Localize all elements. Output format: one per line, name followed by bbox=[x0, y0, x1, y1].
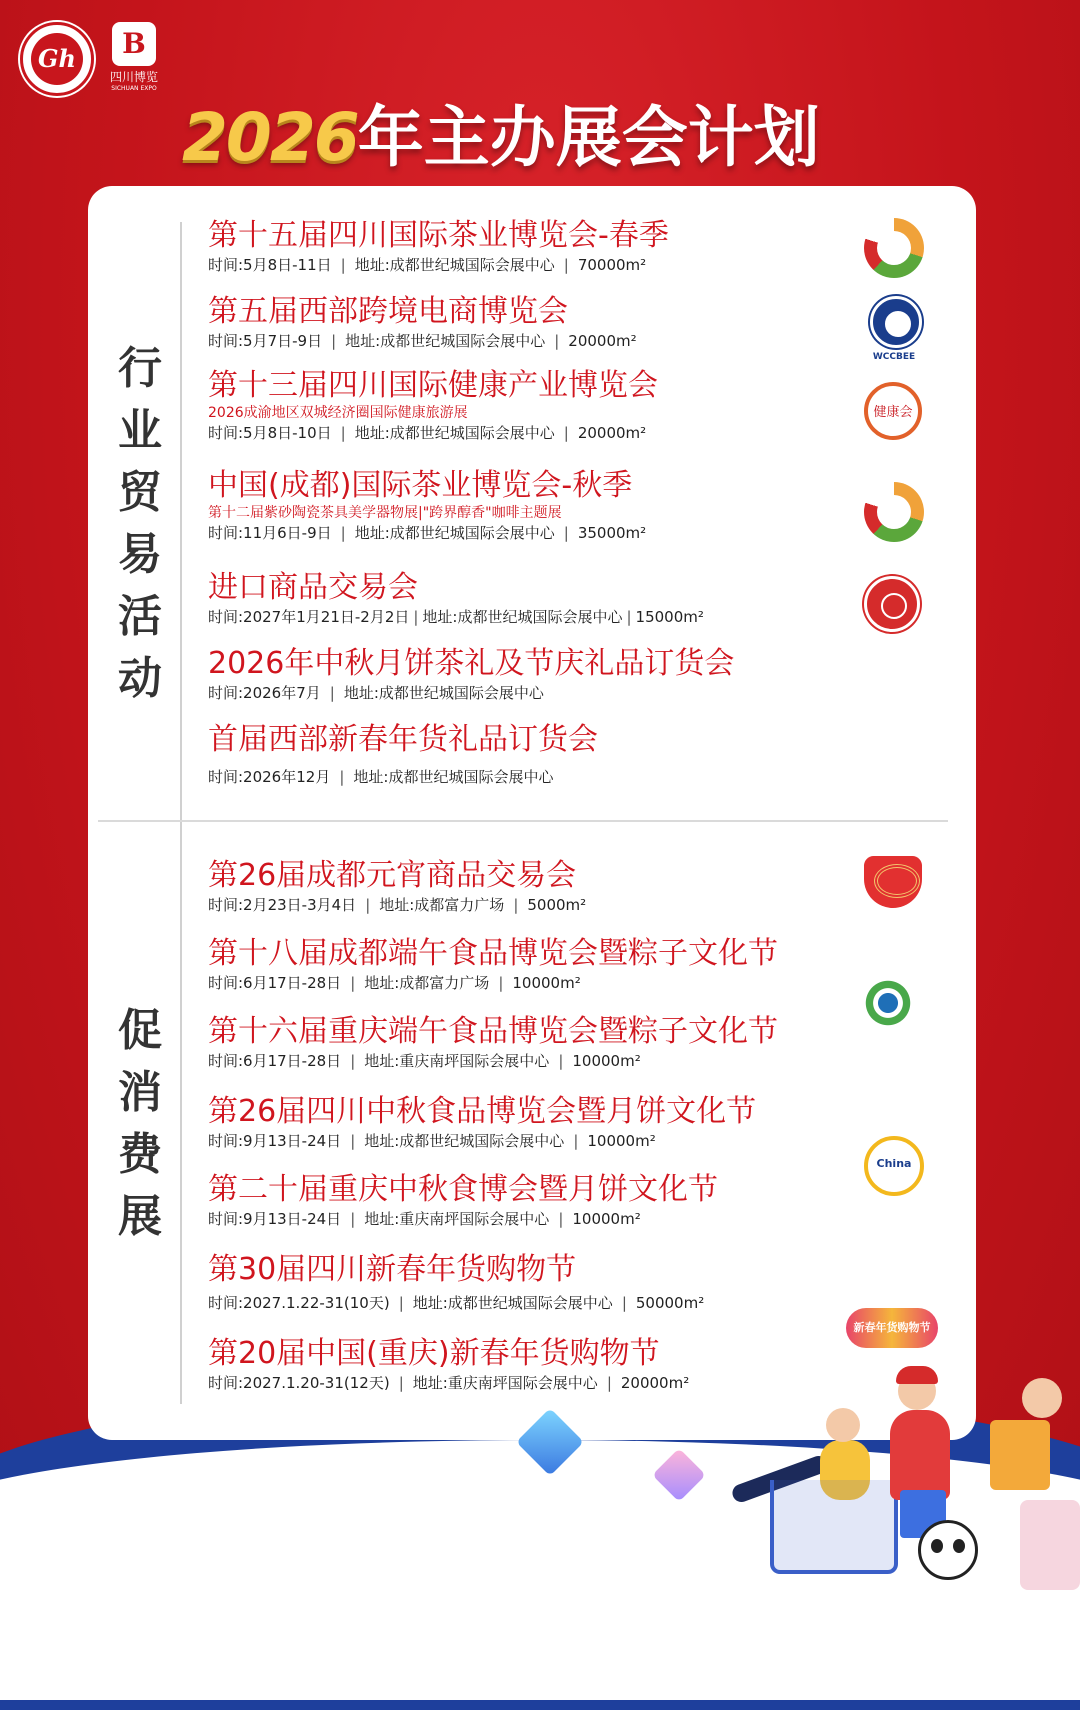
event-info: 时间:5月8日-11日 | 地址:成都世纪城国际会展中心 | 70000m² bbox=[208, 256, 647, 274]
section-label-trade: 行 业 贸 易 活 动 bbox=[118, 343, 162, 704]
event-address: 地址:成都世纪城国际会展中心 bbox=[412, 1294, 613, 1312]
event-info: 时间:2027.1.22-31(10天) | 地址:成都世纪城国际会展中心 | 50000m² bbox=[208, 1294, 705, 1312]
event-item bbox=[208, 468, 848, 544]
courier-illustration bbox=[890, 1410, 950, 1500]
event-subtitle: 第十二届紫砂陶瓷茶具美学器物展|"跨界醇香"咖啡主题展 bbox=[208, 505, 562, 521]
event-item bbox=[208, 936, 848, 994]
event-time: 时间:2027.1.22-31(10天) bbox=[208, 1294, 390, 1312]
event-title: 第二十届重庆中秋食博会暨月饼文化节 bbox=[208, 1172, 718, 1207]
panda-icon bbox=[918, 1520, 978, 1580]
event-address: 地址:成都世纪城国际会展中心 bbox=[353, 768, 554, 786]
sichuan-expo-logo bbox=[104, 22, 164, 92]
event-title: 第十三届四川国际健康产业博览会 bbox=[208, 368, 658, 403]
event-address: 地址:成都世纪城国际会展中心 bbox=[343, 684, 544, 702]
event-area: 20000m² bbox=[568, 332, 637, 350]
event-area: 70000m² bbox=[577, 256, 647, 274]
event-item bbox=[208, 858, 848, 916]
event-time: 时间:2027年1月21日-2月2日 bbox=[208, 608, 410, 626]
event-time: 时间:5月8日-10日 bbox=[208, 424, 332, 442]
event-info: 时间:9月13日-24日 | 地址:重庆南坪国际会展中心 | 10000m² bbox=[208, 1210, 641, 1228]
organizer-logo-mark: Gh bbox=[31, 33, 83, 85]
event-info: 时间:9月13日-24日 | 地址:成都世纪城国际会展中心 | 10000m² bbox=[208, 1132, 656, 1150]
event-subtitle: 2026成渝地区双城经济圈国际健康旅游展 bbox=[208, 405, 468, 421]
china-mooncake-logo-icon bbox=[864, 1136, 924, 1196]
event-area: 50000m² bbox=[635, 1294, 705, 1312]
event-title: 第十八届成都端午食品博览会暨粽子文化节 bbox=[208, 936, 778, 971]
wccbee-logo-text: WCCBEE bbox=[872, 352, 916, 362]
event-info: 时间:2026年7月 | 地址:成都世纪城国际会展中心 bbox=[208, 684, 544, 702]
event-address: 地址:成都世纪城国际会展中心 bbox=[354, 424, 555, 442]
event-title: 首届西部新春年货礼品订货会 bbox=[208, 722, 598, 757]
event-area: 10000m² bbox=[512, 974, 581, 992]
section-divider bbox=[98, 820, 948, 822]
courier-hat-illustration bbox=[896, 1366, 938, 1384]
event-title: 中国(成都)国际茶业博览会-秋季 bbox=[208, 468, 633, 503]
event-title: 第26届成都元宵商品交易会 bbox=[208, 858, 577, 893]
event-address: 地址:成都世纪城国际会展中心 bbox=[354, 524, 555, 542]
event-info: 时间:5月8日-10日 | 地址:成都世纪城国际会展中心 | 20000m² bbox=[208, 424, 647, 442]
event-area: 10000m² bbox=[572, 1052, 641, 1070]
event-area: 5000m² bbox=[527, 896, 587, 914]
event-time: 时间:2026年7月 bbox=[208, 684, 321, 702]
event-address: 地址:重庆南坪国际会展中心 bbox=[412, 1374, 598, 1392]
sichuan-expo-logo-cn: 四川博览 bbox=[109, 70, 158, 84]
event-item bbox=[208, 1336, 848, 1394]
sichuan-expo-logo-mark: B bbox=[112, 22, 156, 66]
event-area: 15000m² bbox=[635, 608, 704, 626]
page-title bbox=[182, 84, 902, 174]
event-info: 时间:11月6日-9日 | 地址:成都世纪城国际会展中心 | 35000m² bbox=[208, 524, 647, 542]
event-info: 时间:2027.1.20-31(12天) | 地址:重庆南坪国际会展中心 | 20000m² bbox=[208, 1374, 690, 1392]
event-address: 地址:重庆南坪国际会展中心 bbox=[364, 1052, 550, 1070]
event-title: 第五届西部跨境电商博览会 bbox=[208, 294, 568, 329]
event-info: 时间:2月23日-3月4日 | 地址:成都富力广场 | 5000m² bbox=[208, 896, 587, 914]
event-title: 第十六届重庆端午食品博览会暨粽子文化节 bbox=[208, 1014, 778, 1049]
dragon-boat-logo-icon bbox=[864, 976, 924, 1036]
event-time: 时间:5月8日-11日 bbox=[208, 256, 332, 274]
event-info: 时间:2027年1月21日-2月2日 | 地址:成都世纪城国际会展中心 | 15000m² bbox=[208, 608, 704, 626]
vertical-divider bbox=[180, 222, 182, 1404]
event-title: 2026年中秋月饼茶礼及节庆礼品订货会 bbox=[208, 646, 735, 681]
event-address: 地址:成都富力广场 bbox=[379, 896, 505, 914]
event-address: 地址:重庆南坪国际会展中心 bbox=[364, 1210, 550, 1228]
event-item bbox=[208, 646, 848, 704]
event-title: 第26届四川中秋食品博览会暨月饼文化节 bbox=[208, 1094, 757, 1129]
event-info: 时间:6月17日-28日 | 地址:成都富力广场 | 10000m² bbox=[208, 974, 581, 992]
wccbee-globe-logo-icon bbox=[870, 296, 922, 348]
event-time: 时间:11月6日-9日 bbox=[208, 524, 332, 542]
event-item bbox=[208, 218, 848, 276]
shopping-cart-icon bbox=[770, 1480, 898, 1574]
event-item bbox=[208, 722, 848, 788]
shopper-head-illustration bbox=[826, 1408, 860, 1442]
shopping-box-icon bbox=[1020, 1500, 1080, 1590]
event-time: 时间:6月17日-28日 bbox=[208, 1052, 342, 1070]
event-area: 20000m² bbox=[620, 1374, 690, 1392]
event-time: 时间:2027.1.20-31(12天) bbox=[208, 1374, 390, 1392]
event-item bbox=[208, 368, 848, 444]
event-address: 地址:成都世纪城国际会展中心 bbox=[354, 256, 555, 274]
event-area: 35000m² bbox=[577, 524, 647, 542]
tea-expo-logo-icon bbox=[864, 218, 924, 278]
event-address: 地址:成都世纪城国际会展中心 bbox=[364, 1132, 565, 1150]
event-item bbox=[208, 294, 848, 352]
health-expo-logo-icon bbox=[864, 382, 922, 440]
organizer-logo bbox=[20, 22, 94, 96]
event-address: 地址:成都富力广场 bbox=[364, 974, 490, 992]
import-fair-logo-icon bbox=[864, 576, 920, 632]
event-time: 时间:5月7日-9日 bbox=[208, 332, 323, 350]
event-time: 时间:2026年12月 bbox=[208, 768, 331, 786]
spring-festival-logo-icon bbox=[846, 1308, 938, 1348]
event-time: 时间:9月13日-24日 bbox=[208, 1210, 342, 1228]
section-label-consumer: 促 消 费 展 bbox=[118, 1005, 162, 1242]
event-item bbox=[208, 1172, 848, 1230]
event-info: 时间:2026年12月 | 地址:成都世纪城国际会展中心 bbox=[208, 768, 554, 786]
event-item bbox=[208, 570, 848, 628]
event-time: 时间:9月13日-24日 bbox=[208, 1132, 342, 1150]
event-title: 第十五届四川国际茶业博览会-春季 bbox=[208, 218, 669, 253]
gift-box-icon bbox=[990, 1420, 1050, 1490]
event-info: 时间:5月7日-9日 | 地址:成都世纪城国际会展中心 | 20000m² bbox=[208, 332, 637, 350]
page-title-text: 年主办展会计划 bbox=[357, 99, 820, 176]
event-item bbox=[208, 1094, 848, 1152]
event-time: 时间:2月23日-3月4日 bbox=[208, 896, 357, 914]
tea-expo-logo-icon bbox=[864, 482, 924, 542]
event-item bbox=[208, 1014, 848, 1072]
event-address: 地址:成都世纪城国际会展中心 bbox=[422, 608, 623, 626]
event-title: 第20届中国(重庆)新春年货购物节 bbox=[208, 1336, 660, 1371]
event-title: 第30届四川新春年货购物节 bbox=[208, 1252, 577, 1287]
event-title: 进口商品交易会 bbox=[208, 570, 418, 605]
shopper-head-illustration bbox=[1022, 1378, 1062, 1418]
event-info: 时间:6月17日-28日 | 地址:重庆南坪国际会展中心 | 10000m² bbox=[208, 1052, 641, 1070]
event-area: 20000m² bbox=[577, 424, 647, 442]
event-time: 时间:6月17日-28日 bbox=[208, 974, 342, 992]
event-area: 10000m² bbox=[572, 1210, 641, 1228]
event-area: 10000m² bbox=[587, 1132, 656, 1150]
page-title-year: 2026 bbox=[182, 99, 358, 176]
sichuan-expo-logo-en: SICHUAN EXPO bbox=[111, 85, 157, 92]
event-item bbox=[208, 1252, 848, 1314]
event-address: 地址:成都世纪城国际会展中心 bbox=[345, 332, 546, 350]
